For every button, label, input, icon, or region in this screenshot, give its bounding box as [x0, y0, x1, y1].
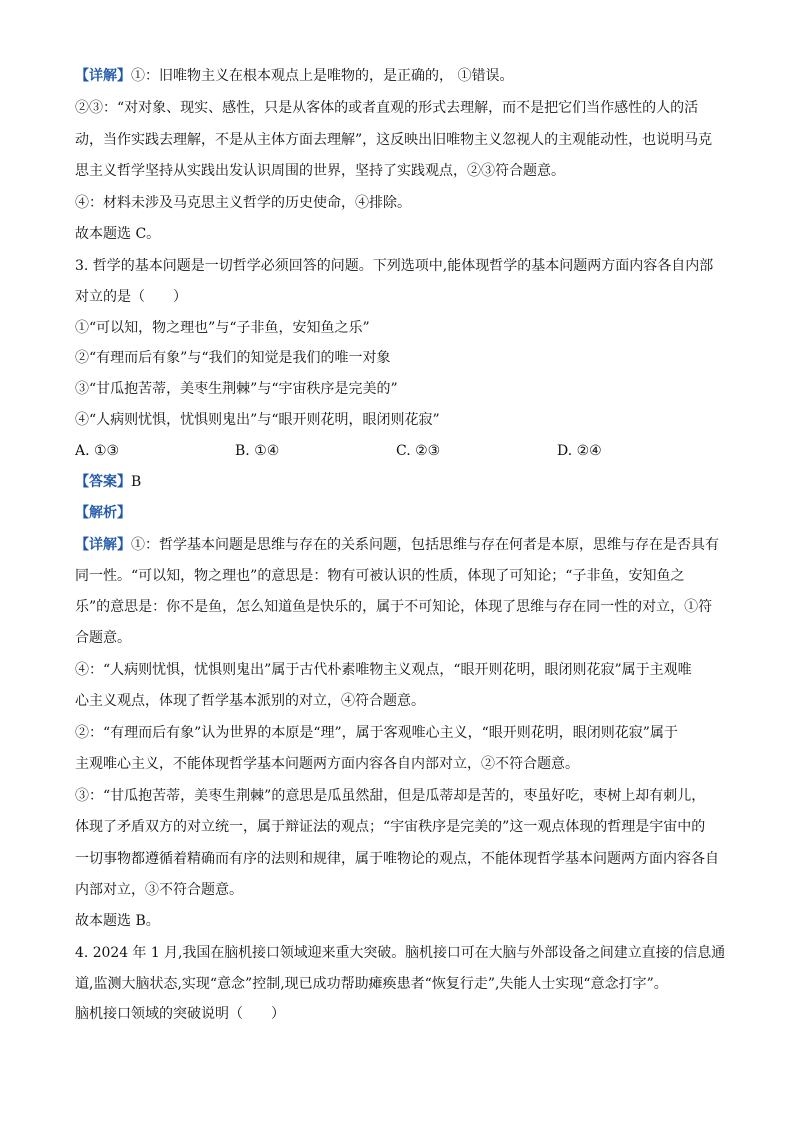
analysis-tag: 【解析】 [75, 505, 131, 521]
q3-detail-line-11: 一切事物都遵循着精确而有序的法则和规律，属于唯物论的观点，不能体现哲学基本问题两方面内容各自 [75, 851, 719, 867]
option-c: C. ②③ [396, 443, 441, 459]
question-3-item-4: ④“人病则忧惧，忧惧则鬼出”与“眼开则花明，眼闭则花寂” [75, 412, 440, 428]
q3-detail-line-4: 合题意。 [75, 630, 131, 646]
detail-line-3: 动，当作实践去理解，不是从主体方面去理解”，这反映出旧唯物主义忽视人的主观能动性，也说明马克 [75, 132, 713, 148]
question-3-item-3: ③“甘瓜抱苦蒂，美枣生荆棘”与“宇宙秩序是完美的” [75, 381, 398, 397]
option-b: B. ①④ [235, 443, 280, 459]
conclusion-line: 故本题选 C。 [75, 226, 161, 242]
option-a: A. ①③ [75, 443, 120, 459]
q3-detail-line-7: ②：“有理而后有象”认为世界的本原是“理”，属于客观唯心主义，“眼开则花明，眼闭则花寂”属于 [75, 725, 678, 741]
question-3-item-2: ②“有理而后有象”与“我们的知觉是我们的唯一对象 [75, 350, 391, 366]
detail-tag: 【详解】 [75, 537, 131, 553]
detail-line-5: ④：材料未涉及马克思主义哲学的历史使命，④排除。 [75, 195, 411, 211]
detail-line-4: 思主义哲学坚持从实践出发认识周围的世界，坚持了实践观点，②③符合题意。 [75, 163, 565, 179]
q3-conclusion-line: 故本题选 B。 [75, 913, 160, 929]
question-3-stem: 3. 哲学的基本问题是一切哲学必须回答的问题。下列选项中,能体现哲学的基本问题两方面内容各自内部 [75, 258, 714, 274]
q3-detail-line-6: 心主义观点，体现了哲学基本派别的对立，④符合题意。 [75, 693, 425, 709]
q3-detail-line-9: ③：“甘瓜抱苦蒂，美枣生荆棘”的意思是瓜虽然甜，但是瓜蒂却是苦的，枣虽好吃，枣树上却有刺儿， [75, 788, 706, 804]
answer-value: B [131, 474, 142, 490]
q3-detail-line-8: 主观唯心主义，不能体现哲学基本问题两方面内容各自内部对立，②不符合题意。 [75, 756, 579, 772]
answer-line [75, 472, 725, 492]
q3-detail-line-12: 内部对立，③不符合题意。 [75, 882, 243, 898]
question-3-item-1: ①“可以知，物之理也”与“子非鱼，安知鱼之乐” [75, 320, 370, 336]
q3-detail-line-2: 同一性。“可以知，物之理也”的意思是：物有可被认识的性质，体现了可知论；“子非鱼，安知鱼之 [75, 568, 685, 584]
q3-detail-line-10: 体现了矛盾双方的对立统一，属于辩证法的观点；“宇宙秩序是完美的”这一观点体现的哲理是宇宙中的 [75, 819, 706, 835]
question-4-stem: 4. 2024 年 1 月,我国在脑机接口领域迎来重大突破。脑机接口可在大脑与外部设备之间建立直接的信息通 [75, 945, 726, 961]
q3-detail-line-5: ④：“人病则忧惧，忧惧则鬼出”属于古代朴素唯物主义观点，“眼开则花明，眼闭则花寂”属于主观唯 [75, 662, 692, 678]
answer-tag: 【答案】 [75, 474, 131, 490]
question-4-stem-cont: 道,监测大脑状态,实现“意念”控制,现已成功帮助瘫痪患者“恢复行走”,失能人士实现“意念打字”。 [75, 976, 668, 992]
question-3-stem-cont: 对立的是（ ） [75, 289, 187, 305]
option-d: D. ②④ [557, 443, 602, 459]
analysis-line [75, 503, 725, 523]
question-4-stem-end: 脑机接口领域的突破说明（ ） [75, 1006, 285, 1022]
q3-detail-line-1: 【详解】①：哲学基本问题是思维与存在的关系问题，包括思维与存在何者是本原，思维与存在是否具有 [75, 537, 719, 553]
detail-line-1: 【详解】①：旧唯物主义在根本观点上是唯物的，是正确的， ①错误。 [75, 68, 514, 84]
detail-line-2: ②③：“对对象、现实、感性，只是从客体的或者直观的形式去理解，而不是把它们当作感性的人的活 [75, 100, 699, 116]
detail-tag: 【详解】 [75, 68, 131, 84]
q3-detail-line-3: 乐”的意思是：你不是鱼，怎么知道鱼是快乐的，属于不可知论，体现了思维与存在同一性的对立，①符 [75, 599, 713, 615]
